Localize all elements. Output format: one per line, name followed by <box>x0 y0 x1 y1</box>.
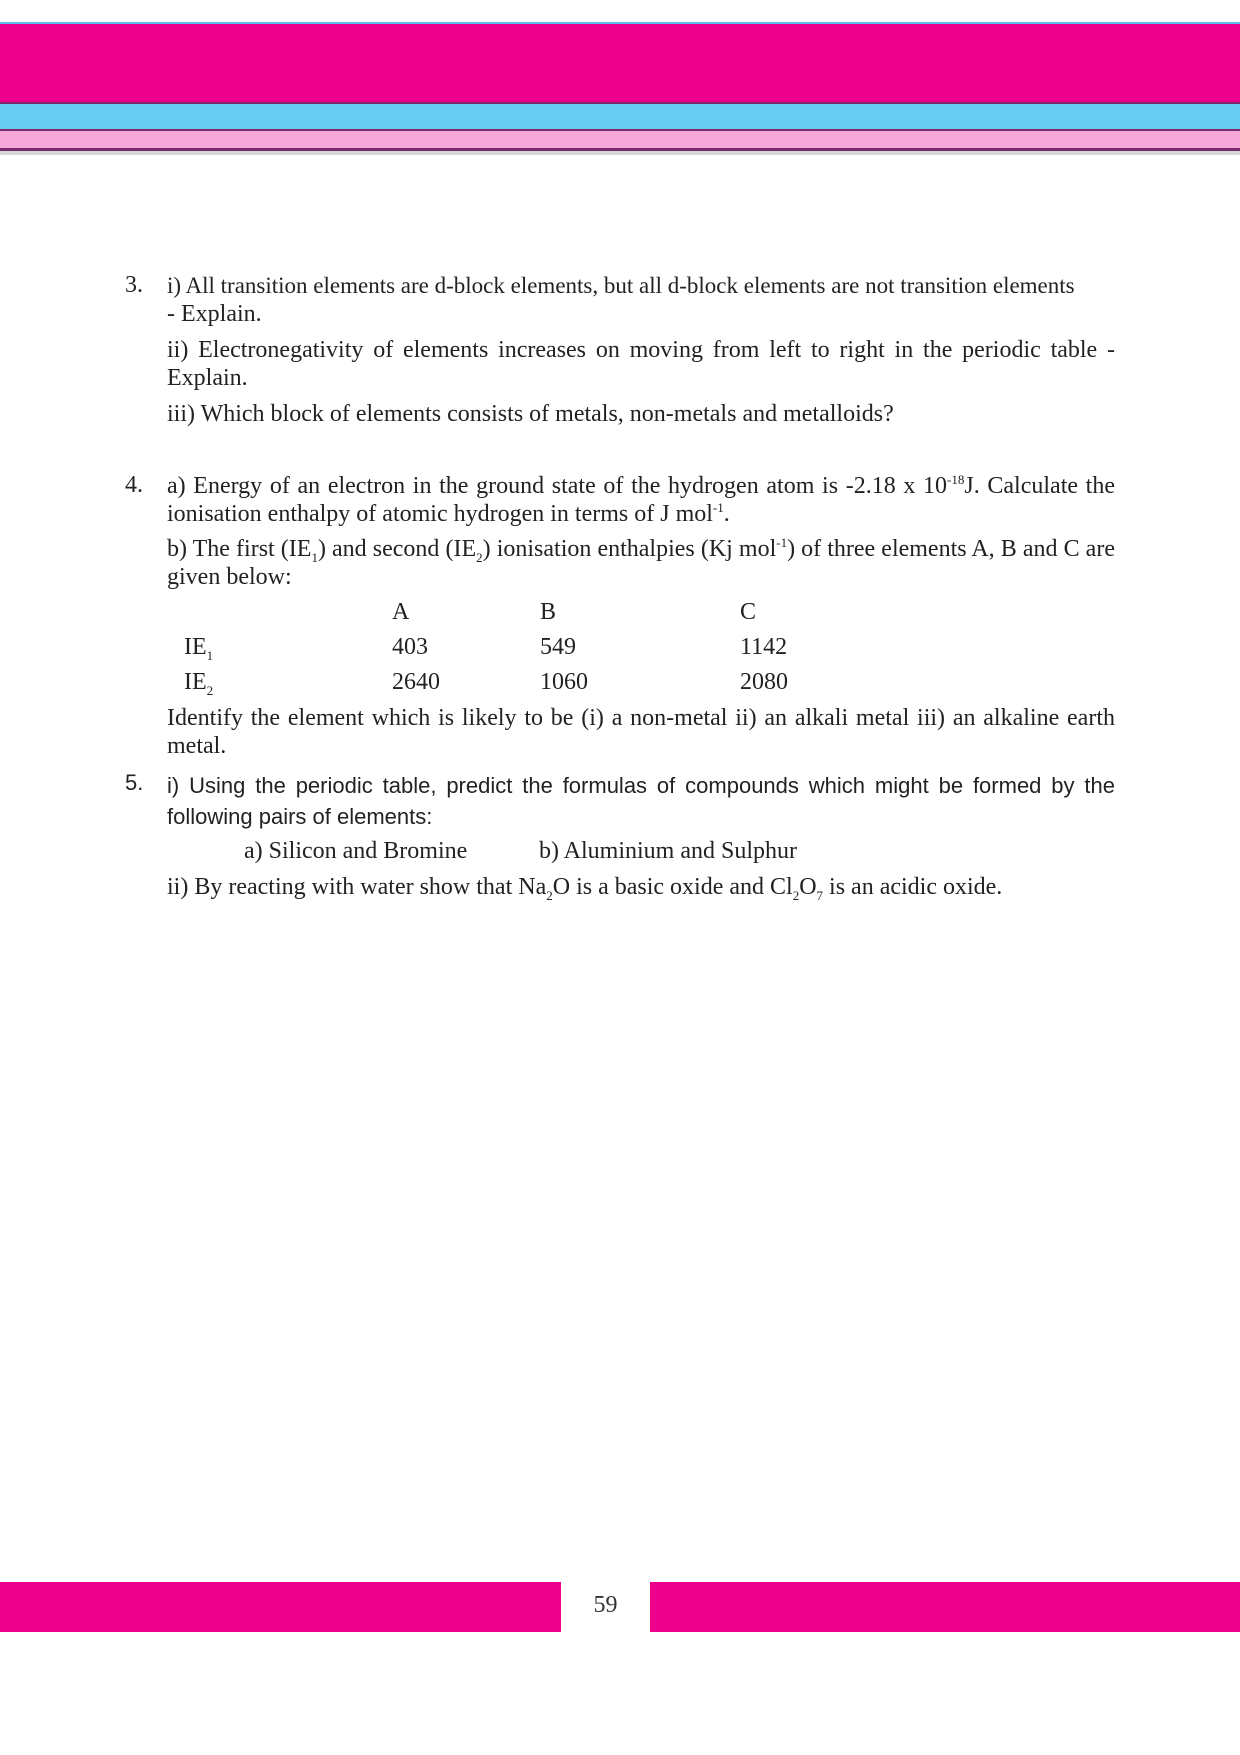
question-4-part-b: b) The first $(IE_1)$ and second $(IE_2)$ ionisation enthalpies (Kj mol$^{-1}$) of three elements A, B and C are given below: <box>167 535 1115 590</box>
table-cell: 1142 <box>740 634 788 660</box>
question-5-part-i: i) Using the periodic table, predict the formulas of compounds which might be formed by the following pairs of elements: <box>167 773 1115 829</box>
page-number: 59 <box>593 1592 618 1618</box>
table-row-label: $IE_2$ <box>184 669 214 698</box>
table-cell: 549 <box>540 634 576 660</box>
table-cell: 2080 <box>740 669 788 695</box>
table-cell: 2640 <box>392 669 440 695</box>
question-number: 5. <box>125 770 144 795</box>
question-3-part-i-continued: - Explain. <box>167 301 262 327</box>
element-pair-b: b) Aluminium and Sulphur <box>539 838 797 864</box>
table-header: C <box>740 599 757 625</box>
header-magenta-band <box>0 24 1240 102</box>
element-pair-a: a) Silicon and Bromine <box>244 838 468 864</box>
question-4-identify: Identify the element which is likely to be (i) a non-metal ii) an alkali metal iii) an alkaline earth metal. <box>167 705 1115 759</box>
question-4-part-a: a) Energy of an electron in the ground state of the hydrogen atom is -2.18 x $10^{-18}J$. Calculate the ionisation enthalpy of atomic hydrogen in terms of J mol$^{-1}$. <box>167 472 1116 527</box>
table-header: A <box>392 599 410 625</box>
footer-bar-right <box>650 1582 1240 1632</box>
table-row-label: $IE_1$ <box>184 634 214 663</box>
header-pink-band <box>0 131 1240 148</box>
question-3-part-iii: iii) Which block of elements consists of metals, non-metals and metalloids? <box>167 401 894 427</box>
table-cell: 403 <box>392 634 428 660</box>
question-5-part-ii: ii) By reacting with water show that $Na_2O$ is a basic oxide and $Cl_2O_7$ is an acidic oxide. <box>167 874 1003 903</box>
table-header: B <box>540 599 557 625</box>
question-3-part-ii: ii) Electronegativity of elements increases on moving from left to right in the periodic table - Explain. <box>167 337 1115 391</box>
footer-bar-left <box>0 1582 561 1632</box>
table-cell: 1060 <box>540 669 588 695</box>
header-grey-band <box>0 151 1240 155</box>
question-3-part-i: i) All transition elements are d-block elements, but all d-block elements are not transition elements <box>167 273 1075 298</box>
question-number: 3. <box>125 272 143 298</box>
question-number: 4. <box>125 472 143 498</box>
header-blue-band <box>0 104 1240 129</box>
